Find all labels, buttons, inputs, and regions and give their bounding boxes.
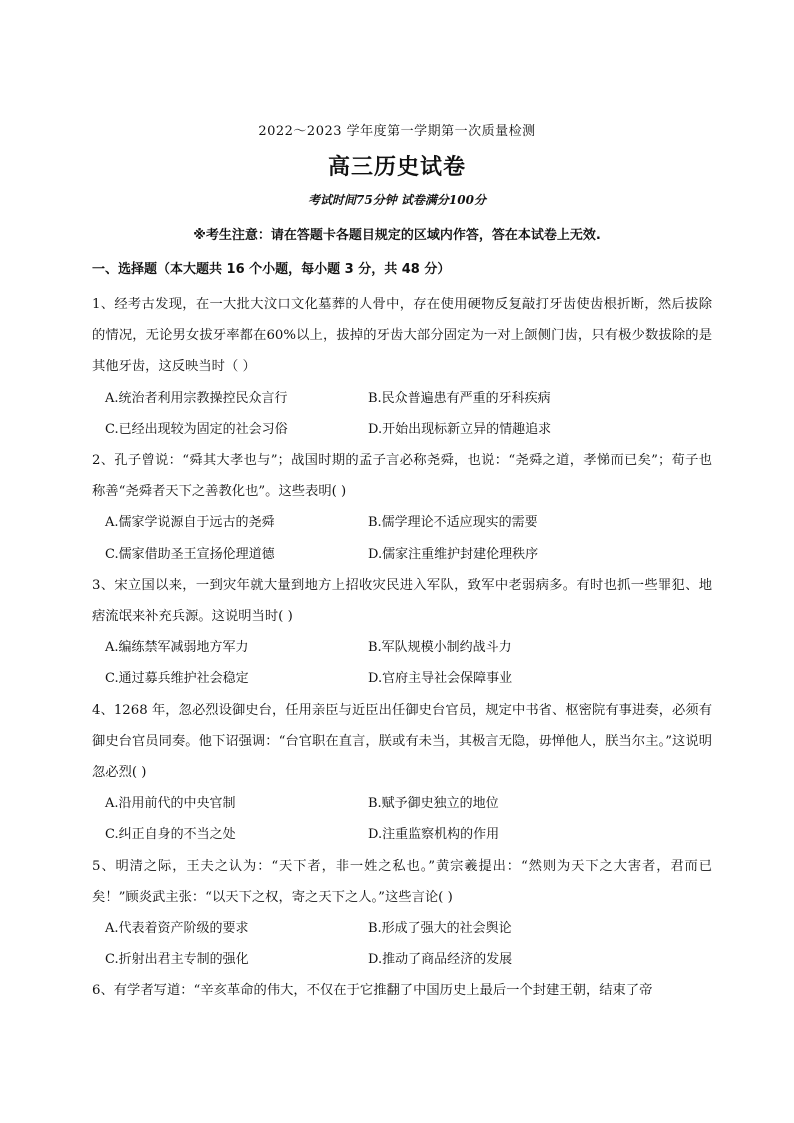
question-stem: 4、1268 年，忽必烈设御史台，任用亲臣与近臣出任御史台官员，规定中书省、枢密院有事进奏，必须有御史台官员同奏。他下诏强调：“台官职在直言，朕或有未当，其极言无隐，毋惮他人，朕当尔主。”这说明忽必烈( ) [92,702,712,781]
option-a: A.沿用前代的中央官制 [105,796,236,812]
option-c: C.已经出现较为固定的社会习俗 [105,421,288,437]
option-b: B.赋予御史独立的地位 [368,796,499,812]
question-4 [92,695,712,851]
option-group [92,383,712,445]
option-group [92,788,712,850]
question-stem: 3、宋立国以来，一到灾年就大量到地方上招收灾民进入军队，致军中老弱病多。有时也抓一些罪犯、地痞流氓来补充兵源。这说明当时( ) [92,577,712,625]
option-d: D.官府主导社会保障事业 [368,671,513,687]
exam-info: 考试时间75分钟 试卷满分100分 [308,193,486,207]
option-c: C.儒家借助圣王宣扬伦理道德 [105,546,275,562]
question-2 [92,445,712,570]
question-6 [92,975,712,1006]
question-content [92,258,712,1007]
option-a: A.儒家学说源自于远古的尧舜 [105,515,275,531]
option-a: A.编练禁军减弱地方军力 [105,640,249,656]
question-stem: 5、明清之际，王夫之认为：“天下者，非一姓之私也。”黄宗羲提出：“然则为天下之大害者，君而已矣！”顾炎武主张：“以天下之权，寄之天下之人。”这些言论( ) [92,858,712,905]
option-d: D.开始出现标新立异的情趣追求 [368,421,552,437]
option-a: A.代表着资产阶级的要求 [105,921,249,937]
option-b: B.军队规模小制约战斗力 [368,640,512,656]
option-c: C.纠正自身的不当之处 [105,827,236,843]
question-1 [92,289,712,445]
option-d: D.推动了商品经济的发展 [368,952,513,968]
question-stem: 6、有学者写道：“辛亥革命的伟大，不仅在于它推翻了中国历史上最后一个封建王朝，结束了帝 [92,983,653,999]
question-3 [92,570,712,695]
option-c: C.折射出君主专制的强化 [105,952,249,968]
question-stem: 2、孔子曾说：“舜其大孝也与”；战国时期的孟子言必称尧舜，也说：“尧舜之道，孝悌而已矣”；荀子也称善“尧舜者天下之善教化也”。这些表明( ) [92,453,712,500]
exam-term: 2022～2023 学年度第一学期第一次质量检测 [258,124,536,139]
section-title: 一、选择题（本大题共 16 个小题，每小题 3 分，共 48 分） [92,262,451,277]
option-d: D.注重监察机构的作用 [368,827,500,843]
option-group [92,632,712,694]
exam-notice: ※考生注意：请在答题卡各题目规定的区域内作答，答在本试卷上无效. [193,228,601,243]
option-d: D.儒家注重维护封建伦理秩序 [368,546,539,562]
option-a: A.统治者利用宗教操控民众言行 [105,390,288,406]
option-c: C.通过募兵维护社会稳定 [105,671,249,687]
question-5 [92,851,712,976]
option-b: B.形成了强大的社会舆论 [368,921,512,937]
option-b: B.儒学理论不适应现实的需要 [368,515,538,531]
question-stem: 1、经考古发现，在一大批大汶口文化墓葬的人骨中，存在使用硬物反复敲打牙齿使齿根折断，然后拔除的情况，无论男女拔牙率都在60%以上，拔掉的牙齿大部分固定为一对上颌侧门齿，只有极少数拔除的是其他牙齿，这反映当时（ ） [92,297,712,375]
page-title: 高三历史试卷 [327,155,466,180]
option-group [92,507,712,569]
option-b: B.民众普遍患有严重的牙科疾病 [368,390,551,406]
option-group [92,913,712,975]
